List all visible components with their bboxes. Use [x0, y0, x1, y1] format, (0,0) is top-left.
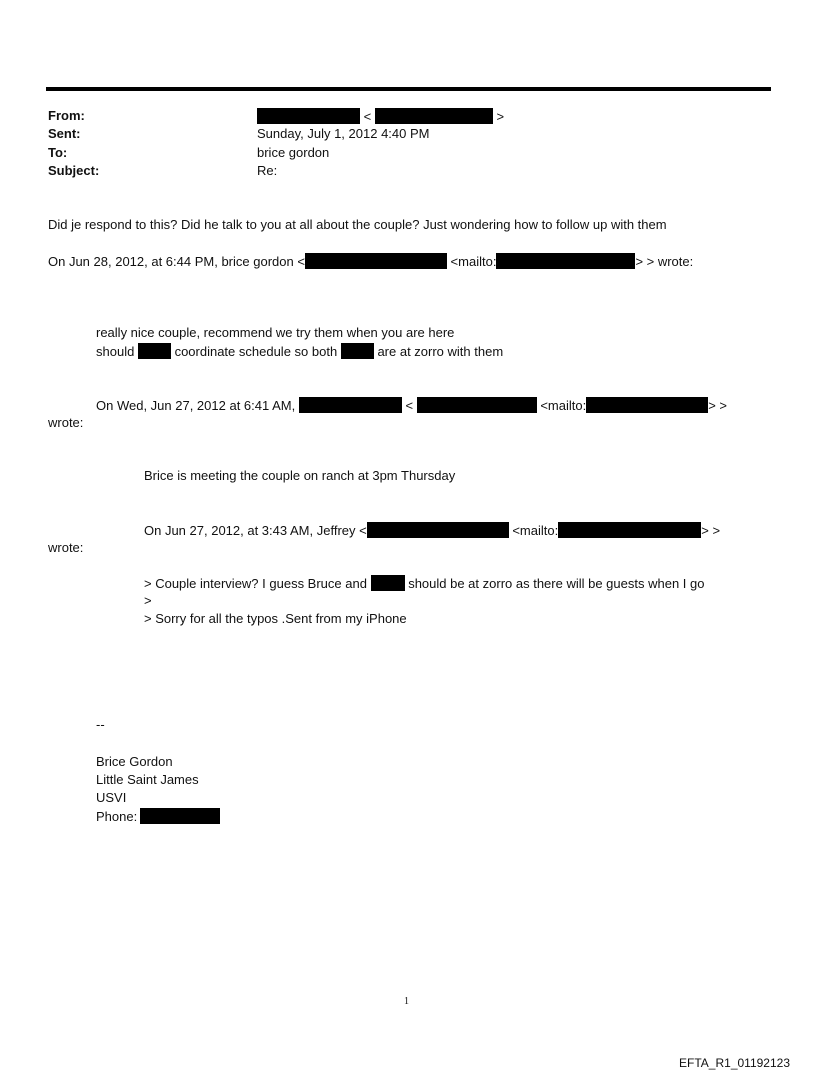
redaction-box: [138, 343, 171, 359]
document-id: EFTA_R1_01192123: [679, 1056, 790, 1070]
quote-header-2: [96, 397, 727, 414]
signature-name: Brice Gordon: [96, 754, 173, 769]
from-value: [257, 108, 504, 125]
signature-separator: --: [96, 717, 105, 732]
reply-text: should: [96, 344, 135, 359]
redaction-box: [417, 397, 537, 413]
quote-header-prefix: On Jun 27, 2012, at 3:43 AM, Jeffrey <: [144, 523, 367, 538]
quoted-line: >: [144, 593, 152, 608]
quote-header-1: [48, 253, 693, 270]
from-gt: >: [496, 109, 505, 124]
redaction-box: [375, 108, 493, 124]
quoted-line: [144, 575, 704, 592]
quote-header-lt: <: [405, 398, 414, 413]
to-value: brice gordon: [257, 145, 330, 160]
reply-text: are at zorro with them: [377, 344, 504, 359]
signature-phone: [96, 808, 220, 825]
redaction-box: [367, 522, 509, 538]
quote-header-suffix: > >: [708, 398, 728, 413]
quoted-text: > Couple interview? I guess Bruce and: [144, 576, 367, 591]
quote-header-suffix: > >: [701, 523, 721, 538]
phone-label: Phone:: [96, 809, 138, 824]
reply-line: really nice couple, recommend we try them when you are here: [96, 325, 455, 340]
to-label: To:: [48, 145, 68, 160]
redaction-box: [341, 343, 374, 359]
message-line: Did je respond to this? Did he talk to you at all about the couple? Just wondering how to follow up with them: [48, 217, 667, 232]
wrote-label: wrote:: [48, 415, 84, 430]
quote-header-mailto: <mailto:: [540, 398, 587, 413]
redaction-box: [305, 253, 447, 269]
header-rule: [46, 87, 771, 91]
wrote-label: wrote:: [48, 540, 84, 555]
redaction-box: [558, 522, 701, 538]
reply-text: coordinate schedule so both: [174, 344, 338, 359]
from-lt: <: [363, 109, 372, 124]
redaction-box: [257, 108, 360, 124]
sent-label: Sent:: [48, 126, 81, 141]
quoted-text: should be at zorro as there will be guests when I go: [408, 576, 705, 591]
quote-header-mailto: <mailto:: [512, 523, 559, 538]
quoted-line: > Sorry for all the typos .Sent from my iPhone: [144, 611, 407, 626]
quote-header-mailto: <mailto:: [450, 254, 497, 269]
reply-line: [96, 343, 503, 360]
reply-line: Brice is meeting the couple on ranch at 3pm Thursday: [144, 468, 456, 483]
signature-region: USVI: [96, 790, 127, 805]
from-label: From:: [48, 108, 85, 123]
redaction-box: [140, 808, 220, 824]
signature-place: Little Saint James: [96, 772, 199, 787]
redaction-box: [299, 397, 402, 413]
quote-header-prefix: On Wed, Jun 27, 2012 at 6:41 AM,: [96, 398, 296, 413]
redaction-box: [371, 575, 405, 591]
redaction-box: [586, 397, 708, 413]
quote-header-prefix: On Jun 28, 2012, at 6:44 PM, brice gordon <: [48, 254, 305, 269]
quote-header-3: [144, 522, 720, 539]
subject-value: Re:: [257, 163, 278, 178]
subject-label: Subject:: [48, 163, 100, 178]
sent-value: Sunday, July 1, 2012 4:40 PM: [257, 126, 430, 141]
redaction-box: [496, 253, 635, 269]
quote-header-suffix: > > wrote:: [635, 254, 694, 269]
page-number: 1: [404, 996, 409, 1007]
